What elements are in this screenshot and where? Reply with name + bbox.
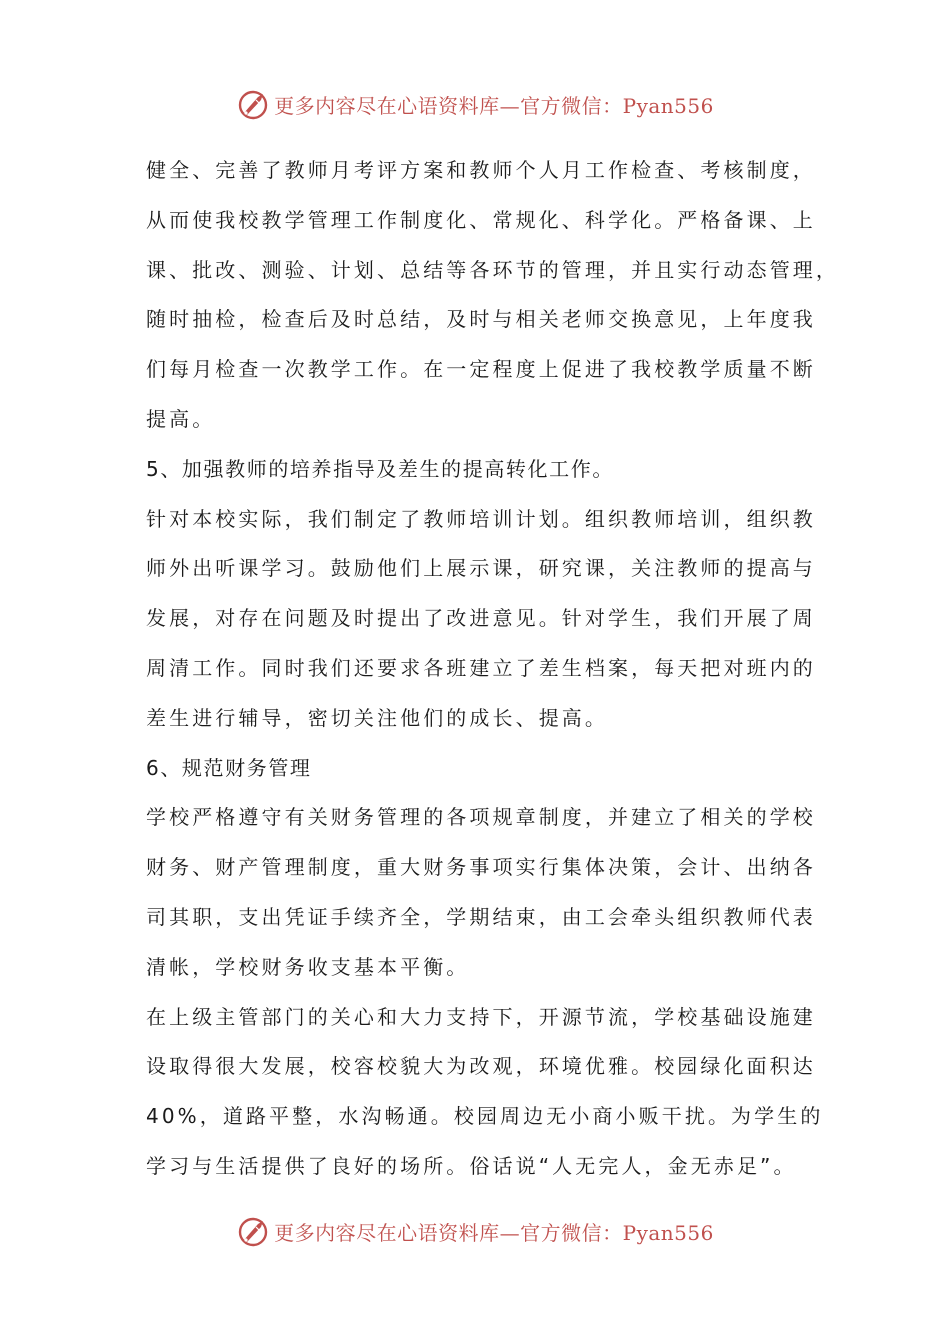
pen-nib-circle-icon: [236, 86, 272, 122]
body-line: 课、批改、测验、计划、总结等各环节的管理，并且实行动态管理，: [146, 257, 839, 282]
body-line: 差生进行辅导，密切关注他们的成长、提高。: [146, 705, 608, 730]
section-heading: 5、加强教师的培养指导及差生的提高转化工作。: [146, 456, 614, 481]
body-line: 健全、完善了教师月考评方案和教师个人月工作检查、考核制度，: [146, 158, 816, 182]
section-heading: 6、规范财务管理: [146, 755, 312, 780]
body-line: 在上级主管部门的关心和大力支持下，开源节流，学校基础设施建: [146, 1004, 816, 1029]
document-body: [146, 146, 839, 1192]
body-line: 提高。: [146, 406, 216, 431]
header-banner-text: 更多内容尽在心语资料库—官方微信：Pyan556: [274, 93, 714, 118]
body-line: 清帐，学校财务收支基本平衡。: [146, 954, 470, 979]
body-line: 周清工作。同时我们还要求各班建立了差生档案，每天把对班内的: [146, 655, 816, 680]
body-line: 财务、财产管理制度，重大财务事项实行集体决策，会计、出纳各: [146, 855, 816, 880]
body-line: 40%，道路平整，水沟畅通。校园周边无小商小贩干扰。为学生的: [146, 1104, 824, 1129]
body-line: 从而使我校教学管理工作制度化、常规化、科学化。严格备课、上: [146, 207, 816, 232]
body-line: 学校严格遵守有关财务管理的各项规章制度，并建立了相关的学校: [146, 805, 816, 830]
body-line: 司其职，支出凭证手续齐全，学期结束，由工会牵头组织教师代表: [146, 904, 816, 929]
body-line: 随时抽检，检查后及时总结，及时与相关老师交换意见，上年度我: [146, 307, 816, 332]
body-line: 们每月检查一次教学工作。在一定程度上促进了我校教学质量不断: [146, 357, 816, 382]
footer-banner-text: 更多内容尽在心语资料库—官方微信：Pyan556: [274, 1220, 714, 1245]
pen-nib-circle-icon: [236, 1213, 272, 1249]
header-banner: [0, 84, 950, 124]
footer-banner: [0, 1211, 950, 1251]
body-line: 设取得很大发展，校容校貌大为改观，环境优雅。校园绿化面积达: [146, 1054, 816, 1079]
body-line: 发展，对存在问题及时提出了改进意见。针对学生，我们开展了周: [146, 606, 816, 631]
body-line: 学习与生活提供了良好的场所。俗话说“人无完人，金无赤足”。: [146, 1153, 797, 1178]
body-line: 师外出听课学习。鼓励他们上展示课，研究课，关注教师的提高与: [146, 556, 816, 581]
body-line: 针对本校实际，我们制定了教师培训计划。组织教师培训，组织教: [146, 506, 816, 531]
